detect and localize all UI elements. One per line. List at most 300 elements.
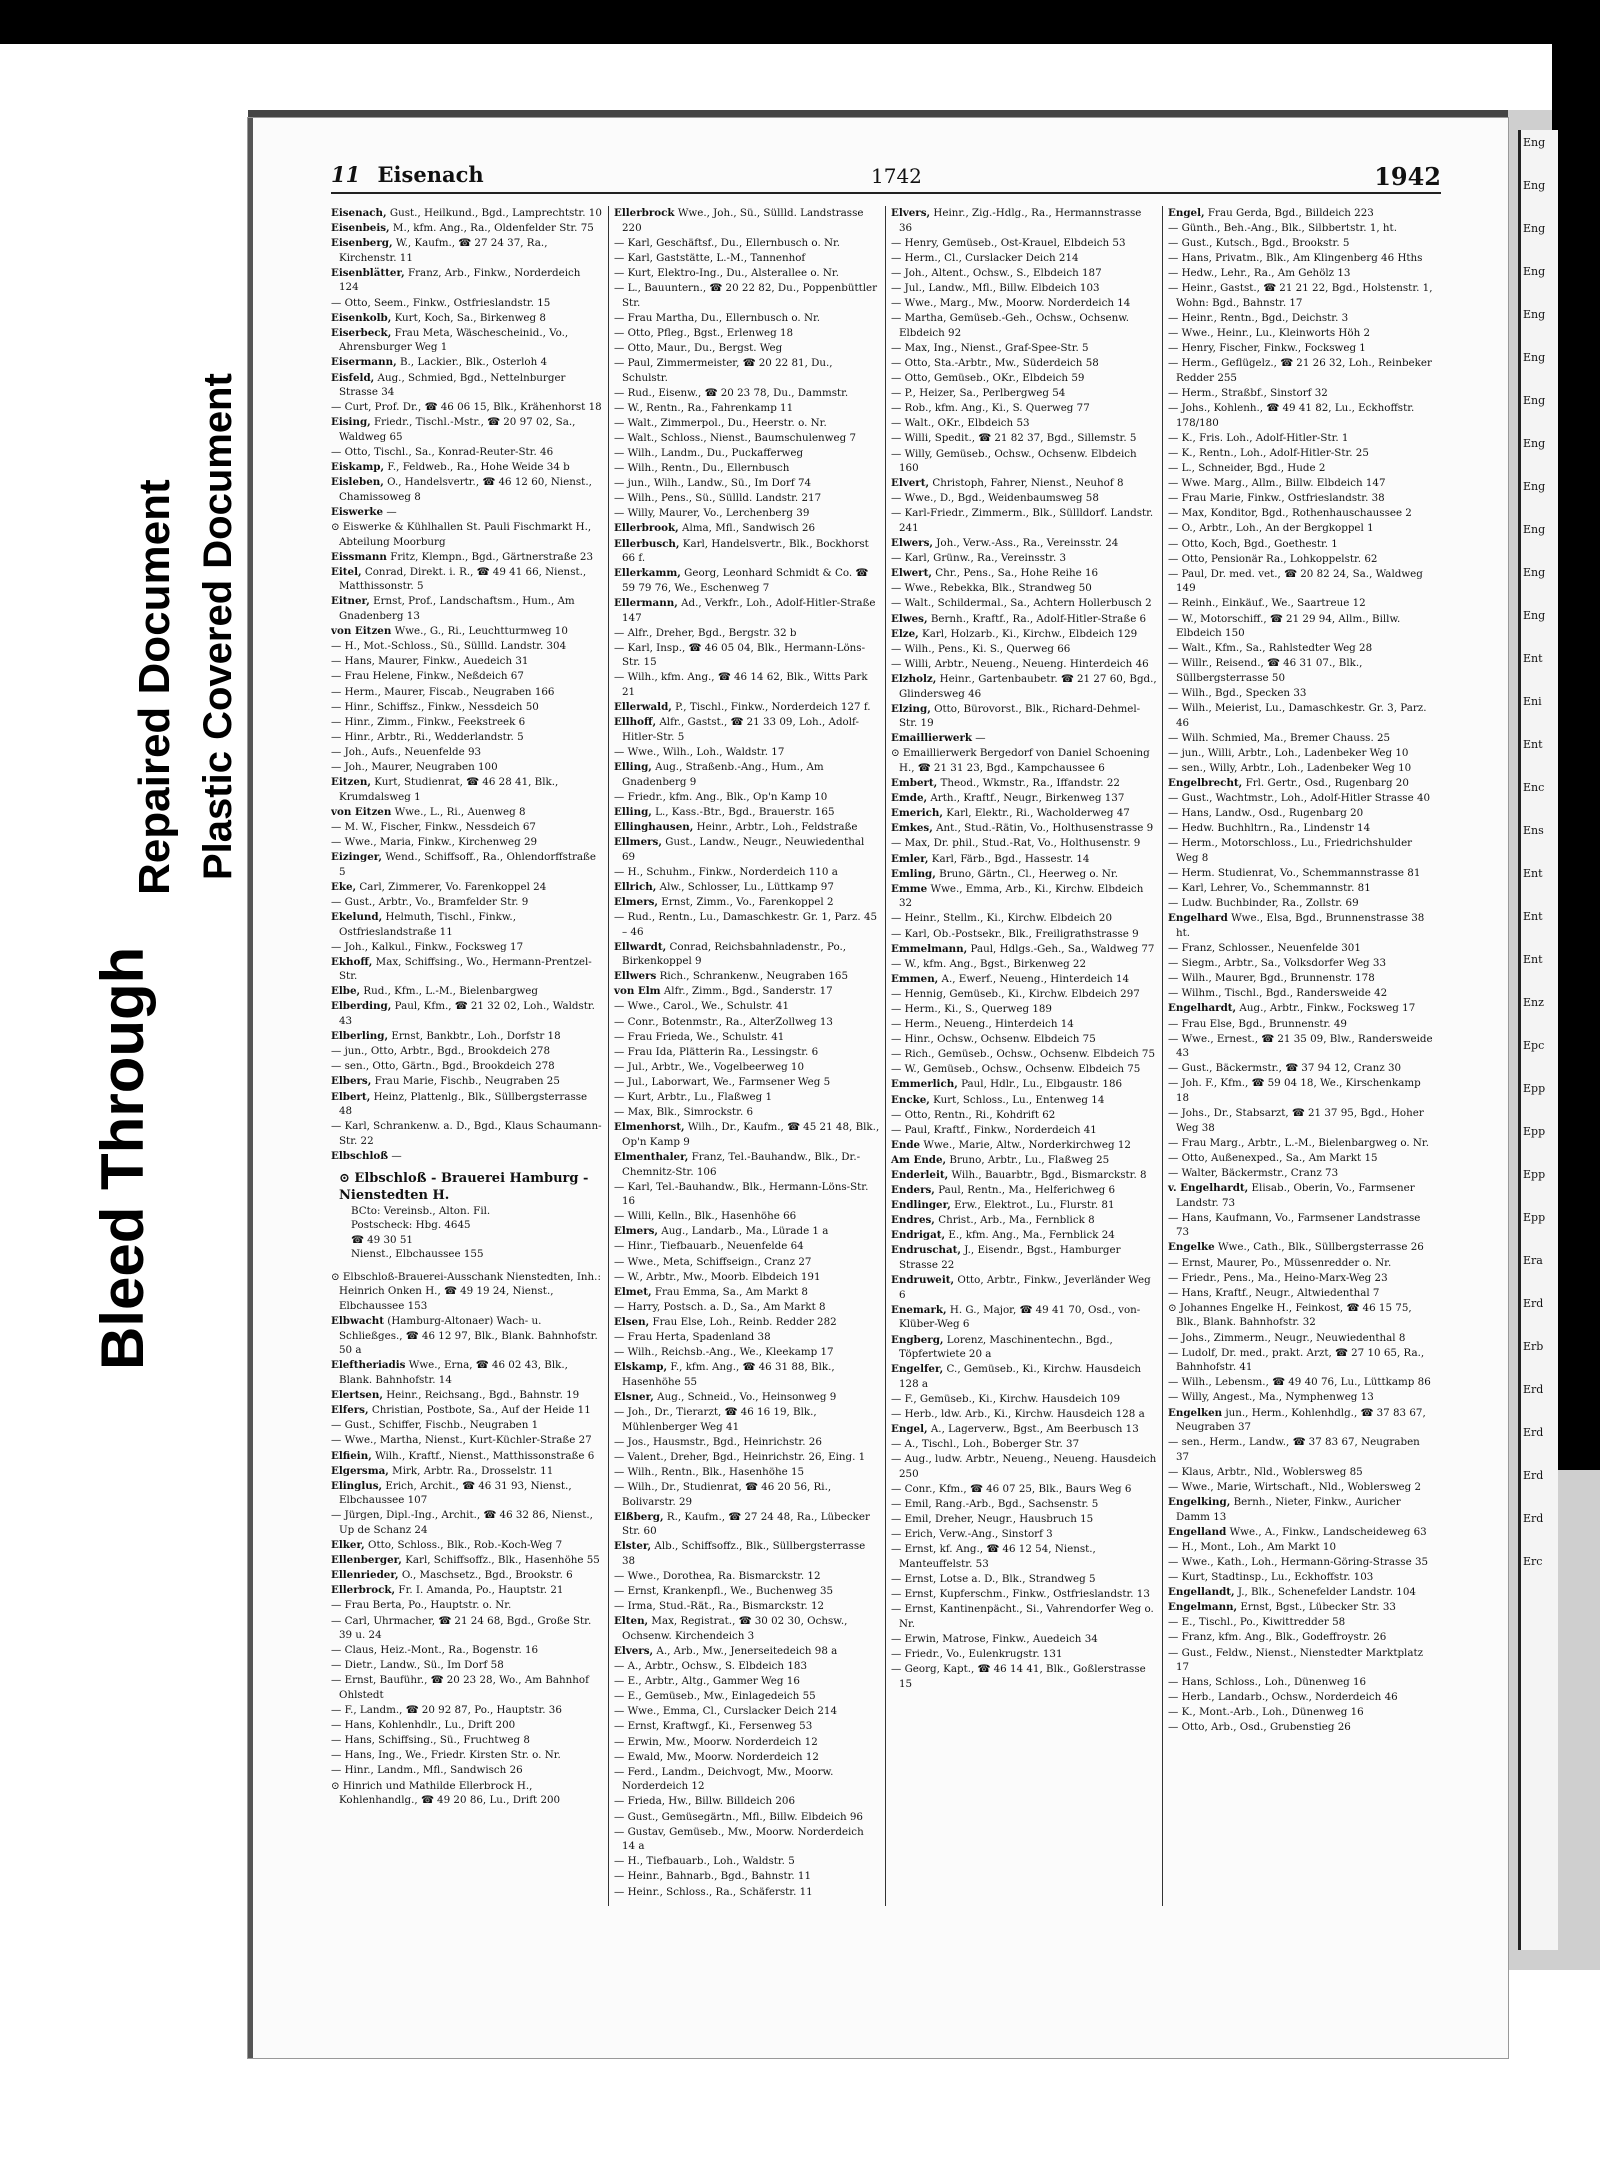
directory-entry [331,805,603,820]
entry-details: — Gust., Feldw., Nienst., Nienstedter Marktplatz 17 [1168,1646,1424,1674]
entry-details: — Hinr., Tiefbauarb., Neuenfelde 64 [614,1240,804,1253]
entry-details: — Hedw., Lehr., Ra., Am Gehölz 13 [1168,267,1351,280]
directory-entry [891,657,1157,672]
directory-entry [1168,1630,1434,1645]
entry-surname: Ellermann, [614,596,678,609]
directory-entry [891,296,1157,311]
directory-entry [331,624,603,639]
entry-surname: Ellrich, [614,880,657,893]
directory-entry [1168,866,1434,881]
entry-details: — Walt., Schloss., Nienst., Baumschulenweg 7 [614,431,857,444]
directory-entry [1168,537,1434,552]
directory-entry [331,1403,603,1418]
directory-entry [1168,1017,1434,1032]
entry-details: L., Kass.-Btr., Bgd., Brauerstr. 165 [655,805,835,818]
directory-entry [614,745,880,760]
entry-details: — Ernst, Lotse a. D., Blk., Strandweg 5 [891,1573,1096,1586]
entry-details: — Gust., Gemüsegärtn., Mfl., Billw. Elbdeich 96 [614,1810,863,1823]
directory-entry [331,910,603,939]
entry-details: — Karl, Tel.-Bauhandw., Blk., Hermann-Löns-Str. 16 [614,1180,869,1208]
entry-details: Wwe., Emma, Arb., Ki., Kirchw. Elbdeich 32 [899,882,1144,910]
entry-details: Heinr., Gartenbaubetr. ☎ 21 27 60, Bgd., Glindersweg 46 [899,672,1157,700]
directory-entry [1168,776,1434,791]
directory-entry [331,1583,603,1598]
directory-entry [891,1032,1157,1047]
entry-details: — Wwe., Kath., Loh., Hermann-Göring-Strasse 35 [1168,1555,1429,1568]
entry-details: — Herm., Neueng., Hinterdeich 14 [891,1018,1074,1031]
entry-details: — K., Fris. Loh., Adolf-Hitler-Str. 1 [1168,431,1349,444]
directory-entry [1168,1256,1434,1271]
directory-entry [331,1614,603,1643]
entry-surname: Elgersma, [331,1464,389,1477]
entry-details: C., Gemüseb., Ki., Kirchw. Hausdeich 128 a [899,1363,1142,1390]
directory-entry [614,1584,880,1599]
directory-entry [331,1029,603,1044]
stamp-plastic-covered: Plastic Covered Document [196,373,240,880]
directory-entry [331,1779,603,1808]
entry-details: — Hans, Kraftf., Neugr., Altwiedenthal 7 [1168,1286,1380,1299]
entry-details: Ernst, Bgst., Lübecker Str. 33 [1240,1601,1396,1614]
directory-entry [891,1183,1157,1198]
entry-details: — Reinh., Einkäuf., We., Saartreue 12 [1168,597,1366,610]
entry-details: — Wilh., Meierist, Lu., Damaschkestr. Gr. 3, Parz. 46 [1168,702,1427,729]
entry-surname: Elbers, [331,1075,372,1088]
entry-details: — Wwe., Martha, Nienst., Kurt-Küchler-Straße 27 [331,1434,592,1447]
entry-surname: Engelken [1168,1406,1223,1419]
directory-entry [614,476,880,491]
directory-entry [331,940,603,955]
entry-surname: Engelhard [1168,912,1228,925]
entry-details: — Karl, Lehrer, Vo., Schemmannstr. 81 [1168,882,1371,895]
entry-details: — Ernst, Kraftwgf., Ki., Fersenweg 53 [614,1720,813,1733]
entry-details: J., Eisendr., Bgst., Hamburger Strasse 22 [899,1244,1121,1272]
directory-entry [891,206,1157,235]
directory-entry [614,835,880,864]
entry-details: Conrad, Reichsbahnladenstr., Po., Birkenkoppel 9 [622,940,847,968]
entry-details: — Herm., Motorschloss., Lu., Friedrichshulder Weg 8 [1168,837,1413,865]
stamp-bleed-through: Bleed Through [89,946,156,1370]
directory-entry [1168,266,1434,281]
directory-entry [1168,656,1434,685]
directory-entry [331,1508,603,1537]
directory-entry [891,1407,1157,1422]
directory-entry [891,236,1157,251]
adjacent-page-fragment: Ent [1523,867,1543,880]
directory-entry [614,537,880,566]
stamp-repaired-document: Repaired Document [130,479,179,895]
entry-surname: Elwers, [891,537,933,550]
entry-surname: Elten, [614,1615,649,1628]
directory-entry [891,1303,1157,1332]
entry-details: — Otto, Sta.-Arbtr., Mw., Süderdeich 58 [891,356,1099,369]
header-page-number: 11 [331,162,361,187]
directory-entry [891,401,1157,416]
entry-details: — Friedr., kfm. Ang., Blk., Op'n Kamp 10 [614,790,828,803]
directory-entry [1168,1570,1434,1585]
entry-details: — Friedr., Vo., Eulenkrugstr. 131 [891,1648,1063,1660]
directory-entry [331,669,603,684]
featured-listing-title: ⊙ Elbschloß - Brauerei Hamburg - Nienstedten H. [339,1170,589,1203]
entry-details: — Wwe., Marg., Mw., Moorw. Norderdeich 14 [891,297,1131,310]
entry-surname: Elbschloß [331,1149,389,1162]
directory-entry [331,1538,603,1553]
entry-surname: von Elm [614,985,661,998]
entry-details: — Willy, Angest., Ma., Nymphenweg 13 [1168,1391,1374,1404]
entry-surname: Engelking, [1168,1496,1231,1509]
scan-border-top [0,0,1600,44]
directory-entry [614,1825,880,1854]
entry-surname: Eiskamp, [331,461,385,474]
entry-details: — Friedr., Pens., Ma., Heino-Marx-Weg 23 [1168,1271,1388,1284]
adjacent-page-fragment: Eng [1523,523,1546,536]
entry-details: — Otto, Pfleg., Bgst., Erlenweg 18 [614,326,794,339]
directory-entry [891,416,1157,431]
entry-details: — Otto, Arb., Osd., Grubenstieg 26 [1168,1721,1351,1734]
entry-details: — W., Gemüseb., Ochsw., Ochsenw. Elbdeich 75 [891,1063,1141,1076]
entry-details: — sen., Herm., Landw., ☎ 37 83 67, Neugraben 37 [1168,1436,1420,1463]
entry-details: Bruno, Arbtr., Lu., Flaßweg 25 [949,1153,1110,1166]
entry-surname: Elsen, [614,1315,650,1328]
entry-details: Lorenz, Maschinentechn., Bgd., Töpfertwiete 20 a [899,1333,1113,1361]
directory-entry [1168,1406,1434,1435]
directory-entry [614,461,880,476]
entry-details: jun., Herm., Kohlenhdlg., ☎ 37 83 67, Neugraben 37 [1176,1406,1426,1434]
entry-details: Heinr., Reichsang., Bgd., Bahnstr. 19 [386,1389,580,1402]
directory-entry [331,1703,603,1718]
directory-entry [614,1360,880,1389]
entry-details: — Herb., ldw. Arb., Ki., Kirchw. Hausdeich 128 a [891,1408,1145,1420]
directory-entry [1168,746,1434,761]
entry-details: Alw., Schlosser, Lu., Lüttkamp 97 [659,880,834,893]
entry-details: Wwe., G., Ri., Leuchtturmweg 10 [394,625,568,638]
entry-details: — L., Bauuntern., ☎ 20 22 82, Du., Poppenbüttler Str. [614,281,878,309]
directory-entry [891,491,1157,506]
adjacent-page-fragment: Eng [1523,566,1546,579]
adjacent-page-fragment: Ent [1523,738,1543,751]
entry-details: — [975,732,986,745]
entry-details: — Hinr., Landm., Mfl., Sandwisch 26 [331,1764,523,1777]
entry-details: — Martha, Gemüseb.-Geh., Ochsw., Ochsenw. Elbdeich 92 [891,312,1130,339]
entry-details: — Heinr., Stellm., Ki., Kirchw. Elbdeich 20 [891,912,1113,925]
directory-entry [331,1479,603,1508]
entry-details: Friedr., Tischl.-Mstr., ☎ 20 97 02, Sa., Waldweg 65 [339,416,576,443]
entry-details: P., Tischl., Finkw., Norderdeich 127 f. [675,701,871,714]
entry-surname: Engellandt, [1168,1586,1235,1599]
directory-entry [614,1465,880,1480]
entry-details: — Wilh., Landm., Du., Puckafferweg [614,447,804,459]
entry-surname: Elze, [891,627,919,640]
directory-entry [614,1689,880,1704]
entry-details: — Kurt, Stadtinsp., Lu., Eckhoffstr. 103 [1168,1571,1374,1584]
entry-surname: Elling, [614,760,652,773]
directory-entry [614,1120,880,1149]
directory-entry [1168,1076,1434,1105]
directory-entry [1168,1136,1434,1151]
directory-entry [1168,1646,1434,1675]
directory-entry [331,594,603,623]
directory-entry [891,836,1157,851]
entry-details: — Johs., Dr., Stabsarzt, ☎ 21 37 95, Bgd., Hoher Weg 38 [1168,1107,1424,1134]
adjacent-page-fragment: Epp [1523,1082,1546,1095]
entry-surname: Eisleben, [331,476,384,489]
directory-entry [1168,881,1434,896]
directory-entry [614,1060,880,1075]
entry-details: Aug., Schneid., Vo., Heinsonweg 9 [657,1390,837,1403]
directory-entry [331,1464,603,1479]
entry-details: — Henry, Gemüseb., Ost-Krauel, Elbdeich 53 [891,236,1126,249]
adjacent-page-fragment: Erc [1523,1555,1543,1568]
directory-entry [891,731,1157,746]
directory-entry [614,865,880,880]
directory-entry [1168,281,1434,310]
directory-entry [1168,1540,1434,1555]
entry-details: Mirk, Arbtr. Ra., Drosselstr. 11 [392,1464,554,1477]
entry-details: — Walt., Zimmerpol., Du., Heerstr. o. Nr. [614,416,827,429]
entry-details: Frau Gerda, Bgd., Billdeich 223 [1207,207,1374,219]
entry-details: — Aug., ludw. Arbtr., Neueng., Neueng. Hausdeich 250 [891,1453,1157,1480]
directory-entry [1168,461,1434,476]
entry-surname: Eleftheriadis [331,1359,406,1372]
entry-details: — Willy, Gemüseb., Ochsw., Ochsenw. Elbdeich 160 [891,447,1137,475]
directory-entry [1168,446,1434,461]
entry-details: Bruno, Gärtn., Cl., Heerweg o. Nr. [939,867,1118,880]
directory-entry [331,984,603,999]
adjacent-page-fragment: Enc [1523,781,1545,794]
entry-details: — Frau Martha, Du., Ellernbusch o. Nr. [614,311,821,324]
entry-details: — Joh., Altent., Ochsw., S., Elbdeich 187 [891,266,1102,279]
entry-surname: Ellenrieder, [331,1569,399,1582]
entry-surname: Eisenberg, [331,237,393,250]
featured-listing-line: BCto: Vereinsb., Alton. Fil. [351,1204,491,1217]
directory-entry [331,1314,603,1358]
entry-details: — Ewald, Mw., Moorw. Norderdeich 12 [614,1750,819,1763]
directory-entry [331,820,603,835]
entry-details: Ant., Stud.-Rätin, Vo., Holthusenstrasse 9 [936,822,1154,835]
entry-details: — Wwe., Dorothea, Ra. Bismarckstr. 12 [614,1570,821,1583]
entry-details: — Wwe., Marie, Wirtschaft., Nld., Woblersweg 2 [1168,1480,1422,1493]
directory-entry [891,672,1157,701]
entry-details: — Wwe., Emma, Cl., Curslacker Deich 214 [614,1705,838,1718]
adjacent-page-fragment: Epp [1523,1211,1546,1224]
entry-details: — Frau Herta, Spadenland 38 [614,1331,771,1344]
entry-details: — Hinr., Ochsw., Ochsenw. Elbdeich 75 [891,1033,1096,1046]
entry-details: Theod., Wkmstr., Ra., Iffandstr. 22 [940,777,1120,790]
adjacent-page-fragment: Ent [1523,652,1543,665]
entry-details: Max, Registrat., ☎ 30 02 30, Ochsw., Ochsenw. Kirchendeich 3 [622,1615,848,1642]
directory-entry [614,626,880,641]
header-left [331,162,484,187]
directory-entry [1168,311,1434,326]
directory-entry [1168,1465,1434,1480]
entry-details: — O., Arbtr., Loh., An der Bergkoppel 1 [1168,522,1374,535]
directory-entry [891,341,1157,356]
entry-details: — Frau Marie, Finkw., Ostfrieslandstr. 38 [1168,492,1385,505]
entry-details: — Joh. F., Kfm., ☎ 59 04 18, We., Kirschenkamp 18 [1168,1077,1421,1105]
entry-details: — Herm., Geflügelz., ☎ 21 26 32, Loh., Reinbeker Redder 255 [1168,357,1432,385]
directory-entry [1168,1525,1434,1540]
directory-column-1 [331,206,608,1906]
directory-entry [614,1030,880,1045]
entry-surname: Endlinger, [891,1199,951,1212]
entry-details: Bernh., Kraftf., Ra., Adolf-Hitler-Straße 6 [930,612,1147,625]
entry-surname: Engel, [1168,207,1205,219]
page-header [331,162,1441,194]
directory-entry [614,1869,880,1884]
entry-surname: Elmenhorst, [614,1121,685,1134]
directory-entry [614,1239,880,1254]
entry-details: — Karl, Grünw., Ra., Vereinsstr. 3 [891,552,1067,565]
directory-entry [331,206,603,221]
directory-entry [614,1390,880,1405]
directory-entry [891,447,1157,476]
directory-entry [614,1810,880,1825]
entry-details: — Frau Else, Bgd., Brunnenstr. 49 [1168,1017,1347,1030]
directory-entry [1168,1286,1434,1301]
entry-details: — Rich., Gemüseb., Ochsw., Ochsenw. Elbdeich 75 [891,1048,1156,1061]
entry-surname: Endrigat, [891,1229,946,1242]
directory-entry [331,505,603,520]
entry-details: Karl, Färb., Bgd., Hassestr. 14 [931,852,1090,865]
entry-details: Carl, Zimmerer, Vo. Farenkoppel 24 [359,880,547,893]
directory-entry [614,506,880,521]
entry-surname: Eitzen, [331,776,371,789]
entry-details: — Hans, Schiffsing., Sü., Fruchtweg 8 [331,1734,530,1747]
adjacent-page-fragment: Eng [1523,609,1546,622]
directory-entry [891,972,1157,987]
directory-entry [331,1553,603,1568]
entry-surname: Ellenberger, [331,1554,402,1567]
directory-entry [331,1643,603,1658]
adjacent-page-fragment: Era [1523,1254,1543,1267]
directory-entry [331,550,603,565]
directory-entry [331,999,603,1028]
entry-surname: Elfers, [331,1404,369,1417]
directory-entry [1168,567,1434,596]
directory-entry [891,1437,1157,1452]
directory-entry [891,1138,1157,1153]
directory-entry [331,326,603,355]
entry-details: — Walt., Schildermal., Sa., Achtern Hollerbusch 2 [891,597,1152,610]
featured-listing [331,1168,603,1266]
directory-entry [891,1093,1157,1108]
entry-details: — Wilh., Pens., Ki. S., Querweg 66 [891,642,1071,655]
entry-surname: Engelhardt, [1168,1002,1237,1015]
directory-entry [614,1659,880,1674]
directory-entry [331,1748,603,1763]
entry-details: Frau Else, Loh., Reinb. Redder 282 [652,1315,837,1328]
directory-entry [891,867,1157,882]
directory-entry [614,1405,880,1434]
entry-details: — W., Motorschiff., ☎ 21 29 94, Allm., Billw. Elbdeich 150 [1168,612,1401,640]
entry-surname: von Eitzen [331,625,392,638]
entry-surname: Eisfeld, [331,371,375,384]
entry-surname: Emmen, [891,972,939,985]
directory-entry [614,1599,880,1614]
entry-surname: Elvert, [891,477,930,490]
adjacent-page-fragment: Eng [1523,222,1546,235]
directory-entry [614,820,880,835]
entry-surname: Eisenach, [331,207,387,219]
directory-entry [614,1450,880,1465]
entry-details: Elisab., Oberin, Vo., Farmsener Landstr. 73 [1176,1182,1415,1209]
directory-entry [1168,612,1434,641]
entry-details: — Frau Frieda, We., Schulstr. 41 [614,1030,785,1043]
entry-surname: Ellerbrook, [614,522,679,535]
directory-entry [891,476,1157,491]
directory-entry [891,1632,1157,1647]
entry-surname: Elsner, [614,1390,654,1403]
adjacent-page-fragment: Eng [1523,136,1546,149]
entry-surname: Engberg, [891,1333,944,1346]
entry-details: Conrad, Direkt. i. R., ☎ 49 41 66, Nienst., Matthissonstr. 5 [339,565,587,593]
entry-details: Karl, Handelsvertr., Blk., Bockhorst 66 f. [622,537,869,565]
entry-details: — Wilh., Rentn., Du., Ellernbusch [614,462,790,475]
directory-entry [614,1345,880,1360]
directory-entry [891,1213,1157,1228]
entry-details: — Emil, Dreher, Neugr., Hausbruch 15 [891,1513,1094,1526]
directory-entry [1168,1615,1434,1630]
entry-details: — Jos., Hausmstr., Bgd., Heinrichstr. 26 [614,1435,822,1448]
entry-details: — Wwe., Ernest., ☎ 21 35 09, Blw., Randersweide 43 [1168,1032,1433,1060]
entry-details: — Wwe., Meta, Schiffseign., Cranz 27 [614,1255,812,1268]
entry-details: — Frau Ida, Plätterin Ra., Lessingstr. 6 [614,1045,819,1058]
directory-entry [614,1105,880,1120]
directory-entry [891,1662,1157,1691]
directory-entry [891,612,1157,627]
adjacent-page-fragment: Eng [1523,480,1546,493]
entry-details: — Erwin, Matrose, Finkw., Auedeich 34 [891,1632,1098,1645]
entry-details: Alfr., Zimm., Bgd., Sanderstr. 17 [663,985,833,998]
directory-column-4 [1162,206,1439,1906]
adjacent-page-fragment: Ent [1523,953,1543,966]
directory-entry [1168,686,1434,701]
entry-details: Fritz, Klempn., Bgd., Gärtnerstraße 23 [390,550,594,563]
entry-details: — Rud., Eisenw., ☎ 20 23 78, Du., Dammstr. [614,386,849,399]
entry-details: Ernst, Bankbtr., Loh., Dorfstr 18 [391,1030,561,1043]
entry-details: (Hamburg-Altonaer) Wach- u. Schließges., ☎ 46 12 97, Blk., Blank. Bahnhofstr. 50 a [339,1315,598,1357]
entry-details: — Johs., Zimmerm., Neugr., Neuwiedenthal 8 [1168,1331,1406,1344]
directory-entry [614,1735,880,1750]
entry-details: — Otto, Koch, Bgd., Goethestr. 1 [1168,537,1338,550]
directory-entry [331,1119,603,1148]
entry-surname: Ellwardt, [614,940,667,953]
directory-entry [331,1449,603,1464]
entry-details: Heinr., Zig.-Hdlg., Ra., Hermannstrasse 36 [899,207,1142,234]
entry-details: — Carl, Uhrmacher, ☎ 21 24 68, Bgd., Große Str. 39 u. 24 [331,1614,592,1642]
entry-details: — Henry, Fischer, Finkw., Focksweg 1 [1168,342,1366,355]
directory-entry [1168,356,1434,385]
directory-entry [1168,1211,1434,1240]
entry-surname: Eisenbeis, [331,222,390,235]
directory-entry [891,311,1157,340]
directory-entry [331,1718,603,1733]
directory-entry [331,1074,603,1089]
entry-details: Fr. I. Amanda, Po., Hauptstr. 21 [398,1584,564,1597]
entry-details: Aug., Schmied, Bgd., Nettelnburger Strasse 34 [339,371,566,399]
entry-details: — Heinr., Bahnarb., Bgd., Bahnstr. 11 [614,1870,812,1883]
directory-entry [1168,821,1434,836]
directory-entry [614,1075,880,1090]
directory-entry [331,475,603,504]
directory-entry [1168,506,1434,521]
entry-details: — Heinr., Gastst., ☎ 21 21 22, Bgd., Holstenstr. 1, Wohn: Bgd., Bahnstr. 17 [1168,282,1433,310]
entry-details: Wwe., Cath., Blk., Süllbergsterrasse 26 [1217,1241,1424,1254]
entry-details: Karl, Schiffsoffz., Blk., Hasenhöhe 55 [405,1554,600,1567]
directory-entry [614,1224,880,1239]
directory-entry [1168,251,1434,266]
entry-details: — Johs., Kohlenh., ☎ 49 41 82, Lu., Eckhoffstr. 178/180 [1168,402,1415,429]
entry-details: — Curt, Prof. Dr., ☎ 46 06 15, Blk., Krähenhorst 18 [331,401,602,414]
